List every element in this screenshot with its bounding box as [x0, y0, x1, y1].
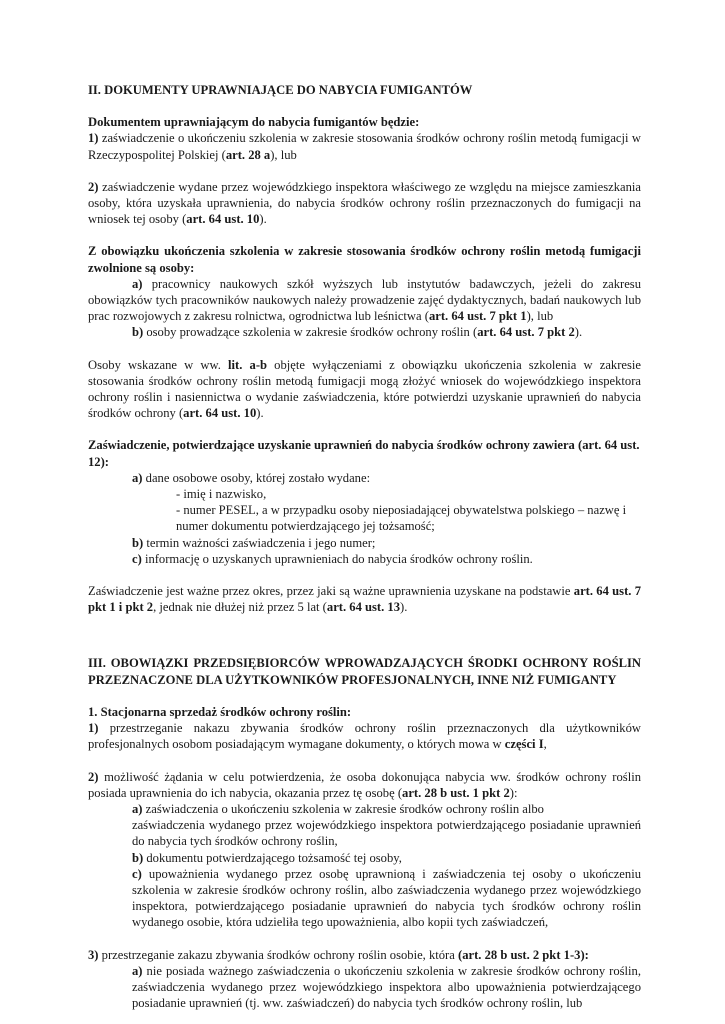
text-run: art. 64 ust. 7 pkt 1	[428, 309, 527, 324]
s3-item-2-a	[88, 801, 641, 817]
text-run: informację o uzyskanych uprawnieniach do nabycia środków ochrony roślin.	[141, 551, 533, 566]
text-run: Zaświadczenie jest ważne przez okres, przez jaki są ważne uprawnienia uzyskane na podstawie	[88, 584, 574, 599]
text-run: c)	[132, 551, 142, 566]
text-run: 1)	[88, 131, 99, 146]
text-run: ).	[259, 212, 267, 227]
text-run: ).	[400, 600, 408, 615]
text-run: termin ważności zaświadczenia i jego numer;	[143, 535, 376, 550]
text-run: art. 64 ust. 7 pkt 1 i pkt 2	[88, 584, 641, 615]
text-run: 2)	[88, 769, 99, 784]
cert-item-b	[88, 535, 641, 551]
text-run: 1. Stacjonarna sprzedaż środków ochrony roślin:	[88, 704, 352, 719]
section-3-title: III. OBOWIĄZKI PRZEDSIĘBIORCÓW WPROWADZAJĄCYCH ŚRODKI OCHRONY ROŚLIN PRZEZNACZONE DLA UŻYTKOWNIKÓW PROFESJONALNYCH, INNE NIŻ FUMIGANTY	[88, 656, 641, 687]
text-run: b)	[132, 850, 144, 865]
cert-item-a-sub-2: - numer PESEL, a w przypadku osoby nieposiadającej obywatelstwa polskiego – nazwę i numer dokumentu potwierdzającego jej tożsamość;	[176, 503, 627, 534]
text-run: Dokumentem uprawniającym do nabycia fumigantów będzie:	[88, 115, 420, 130]
text-run: ), lub	[270, 147, 297, 162]
text-run: 1)	[88, 721, 99, 736]
text-run: ,	[543, 737, 547, 752]
text-run: a)	[132, 801, 143, 816]
text-run: (art. 28 b ust. 2 pkt 1-3):	[458, 947, 589, 962]
docs-item-2	[88, 179, 641, 228]
text-run: ):	[509, 785, 518, 800]
validity-paragraph	[88, 583, 641, 615]
text-run: art. 64 ust. 10	[183, 406, 257, 421]
exempt-item-b	[88, 324, 641, 340]
text-run: art. 64 ust. 7 pkt 2	[477, 325, 575, 340]
s3-item-2-c	[88, 866, 641, 931]
docs-item-1	[88, 130, 641, 162]
text-run: Zaświadczenie, potwierdzające uzyskanie uprawnień do nabycia środków ochrony zawiera (art. 64 ust. 12):	[88, 438, 640, 469]
text-run: upoważnienia wydanego przez osobę uprawnioną i zaświadczenia tej osoby o ukończeniu szkolenia w zakresie środków ochrony roślin, albo zaświadczenia wydanego przez wojewódzkiego inspektora, potwierdzającego posiadanie uprawnień do nabycia tych środków ochrony roślin wydanego osobie, która udzieliła tego upoważnienia, albo kopii tych zaświadczeń,	[132, 866, 641, 930]
s3-item-2	[88, 769, 641, 801]
text-run: a)	[132, 470, 143, 485]
cert-item-c	[88, 551, 641, 567]
text-run: pracownicy naukowych szkół wyższych lub instytutów badawczych, jeżeli do zakresu obowiązków tych pracowników naukowych należy prowadzenie zajęć dydaktycznych, badań naukowych lub prac rozwojowych z zakresu rolnictwa, ogrodnictwa lub leśnictwa (	[88, 276, 641, 324]
text-run: możliwość żądania w celu potwierdzenia, że osoba dokonująca nabycia ww. środków ochrony roślin posiada uprawnienia do ich nabycia, okazania przez tę osobę (	[88, 769, 641, 800]
text-run: b)	[132, 535, 144, 550]
text-run: przestrzeganie zakazu zbywania środków ochrony roślin osobie, która	[98, 947, 458, 962]
section-2-title: II. DOKUMENTY UPRAWNIAJĄCE DO NABYCIA FUMIGANTÓW	[88, 83, 473, 97]
text-run: c)	[132, 866, 142, 881]
exempt-item-a	[88, 276, 641, 325]
s3-item-2-a-cont: zaświadczenia wydanego przez wojewódzkiego inspektora potwierdzającego posiadanie uprawnień do nabycia tych środków ochrony roślin,	[132, 818, 641, 849]
text-run: nie posiada ważnego zaświadczenia o ukończeniu szkolenia w zakresie środków ochrony roślin, zaświadczenia wydanego przez wojewódzkiego inspektora albo upoważnienia potwierdzającego posiadanie uprawnień (tj. ww. zaświadczeń) do nabycia tych środków ochrony roślin, lub	[132, 963, 641, 1011]
text-run: ), lub	[526, 309, 554, 324]
text-run: osoby prowadzące szkolenia w zakresie środków ochrony roślin (	[143, 325, 478, 340]
text-run: przestrzeganie nakazu zbywania środków ochrony roślin przeznaczonych dla użytkowników profesjonalnych osobom posiadającym wymagane dokumenty, o których mowa w	[88, 721, 641, 752]
text-run: ).	[256, 406, 264, 421]
cert-item-a	[88, 470, 641, 486]
text-run: 2)	[88, 179, 99, 194]
text-run: objęte wyłączeniami z obowiązku ukończenia szkolenia w zakresie stosowania środków ochrony roślin metodą fumigacji mogą złożyć wniosek do wojewódzkiego inspektora ochrony roślin i nasiennictwa o wydanie zaświadczenia, które potwierdzi uzyskanie uprawnień do nabycia środków ochrony (	[88, 357, 642, 421]
s3-item-3	[88, 947, 641, 963]
text-run: Osoby wskazane w ww.	[88, 357, 229, 372]
sub1-heading	[88, 704, 641, 720]
s3-item-3-a	[88, 963, 641, 1012]
text-run: dane osobowe osoby, której zostało wydane:	[142, 470, 371, 485]
s3-item-2-b	[88, 850, 641, 866]
text-run: zaświadczenie wydane przez wojewódzkiego inspektora właściwego ze względu na miejsce zamieszkania osoby, która uzyskała uprawnienia, do nabycia środków ochrony roślin przeznaczonych do fumigacji na wniosek tej osoby (	[88, 179, 641, 227]
text-run: zaświadczenia o ukończeniu szkolenia w zakresie środków ochrony roślin albo	[142, 801, 544, 816]
text-run: Z obowiązku ukończenia szkolenia w zakresie stosowania środków ochrony roślin metodą fumigacji zwolnione są osoby:	[88, 244, 641, 275]
cert-heading	[88, 437, 641, 469]
s3-item-1	[88, 720, 641, 752]
text-run: b)	[132, 325, 144, 340]
text-run: dokumentu potwierdzającego tożsamość tej osoby,	[143, 850, 402, 865]
document-page	[88, 82, 641, 1011]
text-run: art. 64 ust. 10	[186, 212, 260, 227]
text-run: zaświadczenie o ukończeniu szkolenia w zakresie stosowania środków ochrony roślin metodą fumigacji w Rzeczypospolitej Polskiej (	[88, 131, 641, 162]
cert-item-a-sub-1: - imię i nazwisko,	[176, 487, 267, 502]
text-run: art. 28 a	[225, 147, 271, 162]
text-run: a)	[132, 276, 143, 291]
text-run: , jednak nie dłużej niż przez 5 lat (	[153, 600, 327, 615]
text-run: art. 28 b ust. 1 pkt 2	[402, 785, 510, 800]
exempt-heading	[88, 243, 641, 275]
text-run: lit. a-b	[228, 357, 268, 372]
text-run: ).	[574, 325, 583, 340]
text-run: a)	[132, 963, 143, 978]
text-run: art. 64 ust. 13	[326, 600, 400, 615]
text-run: części I	[504, 737, 544, 752]
text-run: 3)	[88, 947, 99, 962]
docs-heading	[88, 114, 641, 130]
persons-paragraph	[88, 357, 641, 422]
